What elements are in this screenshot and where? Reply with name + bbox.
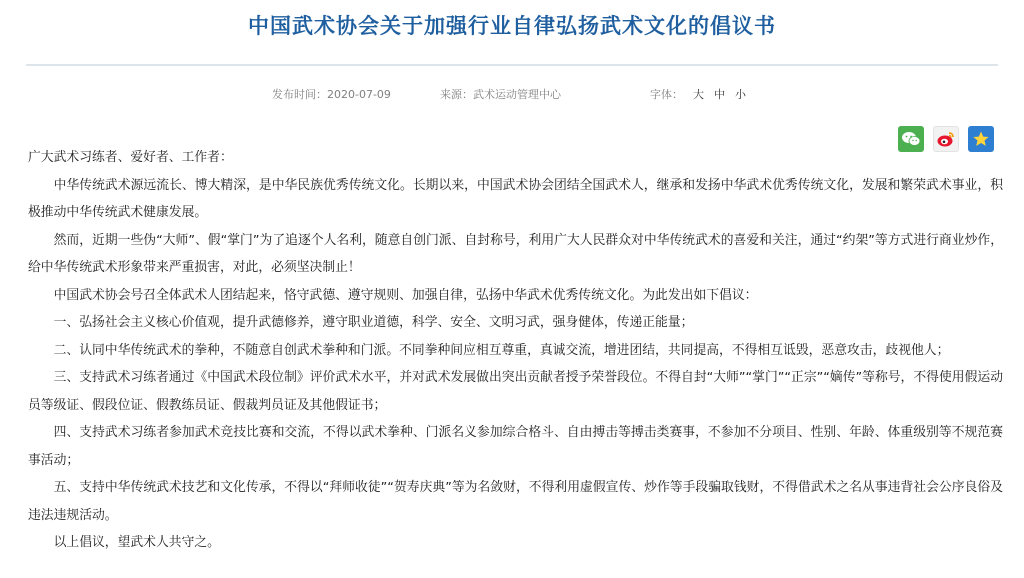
font-size-medium[interactable]: 中 (714, 88, 725, 101)
source-value: 武术运动管理中心 (473, 88, 561, 101)
publish-label: 发布时间： (272, 88, 327, 101)
initiative-item-2: 二、认同中华传统武术的拳种，不随意自创武术拳种和门派。不同拳种间应相互尊重，真诚交流，增进团结，共同提高，不得相互诋毁，恶意攻击，歧视他人； (53, 342, 950, 358)
paragraph-problem: 然而，近期一些伪“大师”、假“掌门”为了追逐个人名利，随意自创门派、自封称号，利用广大人民群众对中华传统武术的喜爱和关注，通过“约架”等方式进行商业炒作，给中华传统武术形象带来严重损害，对此，必须坚决制止！ (28, 232, 1003, 275)
initiative-item-5: 五、支持中华传统武术技艺和文化传承，不得以“拜师收徒”“贺寿庆典”等为名敛财，不得利用虚假宣传、炒作等手段骗取钱财，不得借武术之名从事违背社会公序良俗及违法违规活动。 (28, 480, 1003, 523)
article-source (440, 86, 561, 102)
source-label: 来源： (440, 88, 473, 101)
font-size-large[interactable]: 大 (693, 88, 704, 101)
paragraph-call: 中国武术协会号召全体武术人团结起来，恪守武德、遵守规则、加强自律，弘扬中华武术优秀传统文化。为此发出如下倡议： (53, 287, 758, 303)
closing-line: 以上倡议，望武术人共守之。 (53, 535, 220, 550)
article-body (28, 144, 1003, 557)
initiative-item-4: 四、支持武术习练者参加武术竞技比赛和交流，不得以武术拳种、门派名义参加综合格斗、自由搏击等搏击类赛事，不参加不分项目、性别、年龄、体重级别等不规范赛事活动； (28, 425, 1003, 468)
font-size-small[interactable]: 小 (735, 88, 746, 101)
publish-time (272, 86, 391, 102)
article-title: 中国武术协会关于加强行业自律弘扬武术文化的倡议书 (248, 14, 776, 38)
initiative-item-1: 一、弘扬社会主义核心价值观，提升武德修养，遵守职业道德，科学、安全、文明习武，强身健体，传递正能量； (53, 315, 694, 330)
initiative-item-3: 三、支持武术习练者通过《中国武术段位制》评价武术水平，并对武术发展做出突出贡献者授予荣誉段位。不得自封“大师”“掌门”“正宗”“嫡传”等称号，不得使用假运动员等级证、假段位证、假教练员证、假裁判员证及其他假证书； (28, 370, 1003, 413)
salutation: 广大武术习练者、爱好者、工作者： (28, 150, 233, 165)
font-size-label: 字体： (650, 88, 683, 101)
publish-date: 2020-07-09 (327, 88, 391, 101)
paragraph-intro: 中华传统武术源远流长、博大精深，是中华民族优秀传统文化。长期以来，中国武术协会团结全国武术人，继承和发扬中华武术优秀传统文化，发展和繁荣武术事业，积极推动中华传统武术健康发展。 (28, 177, 1003, 220)
title-divider (26, 64, 998, 66)
font-size-switcher (650, 86, 746, 102)
